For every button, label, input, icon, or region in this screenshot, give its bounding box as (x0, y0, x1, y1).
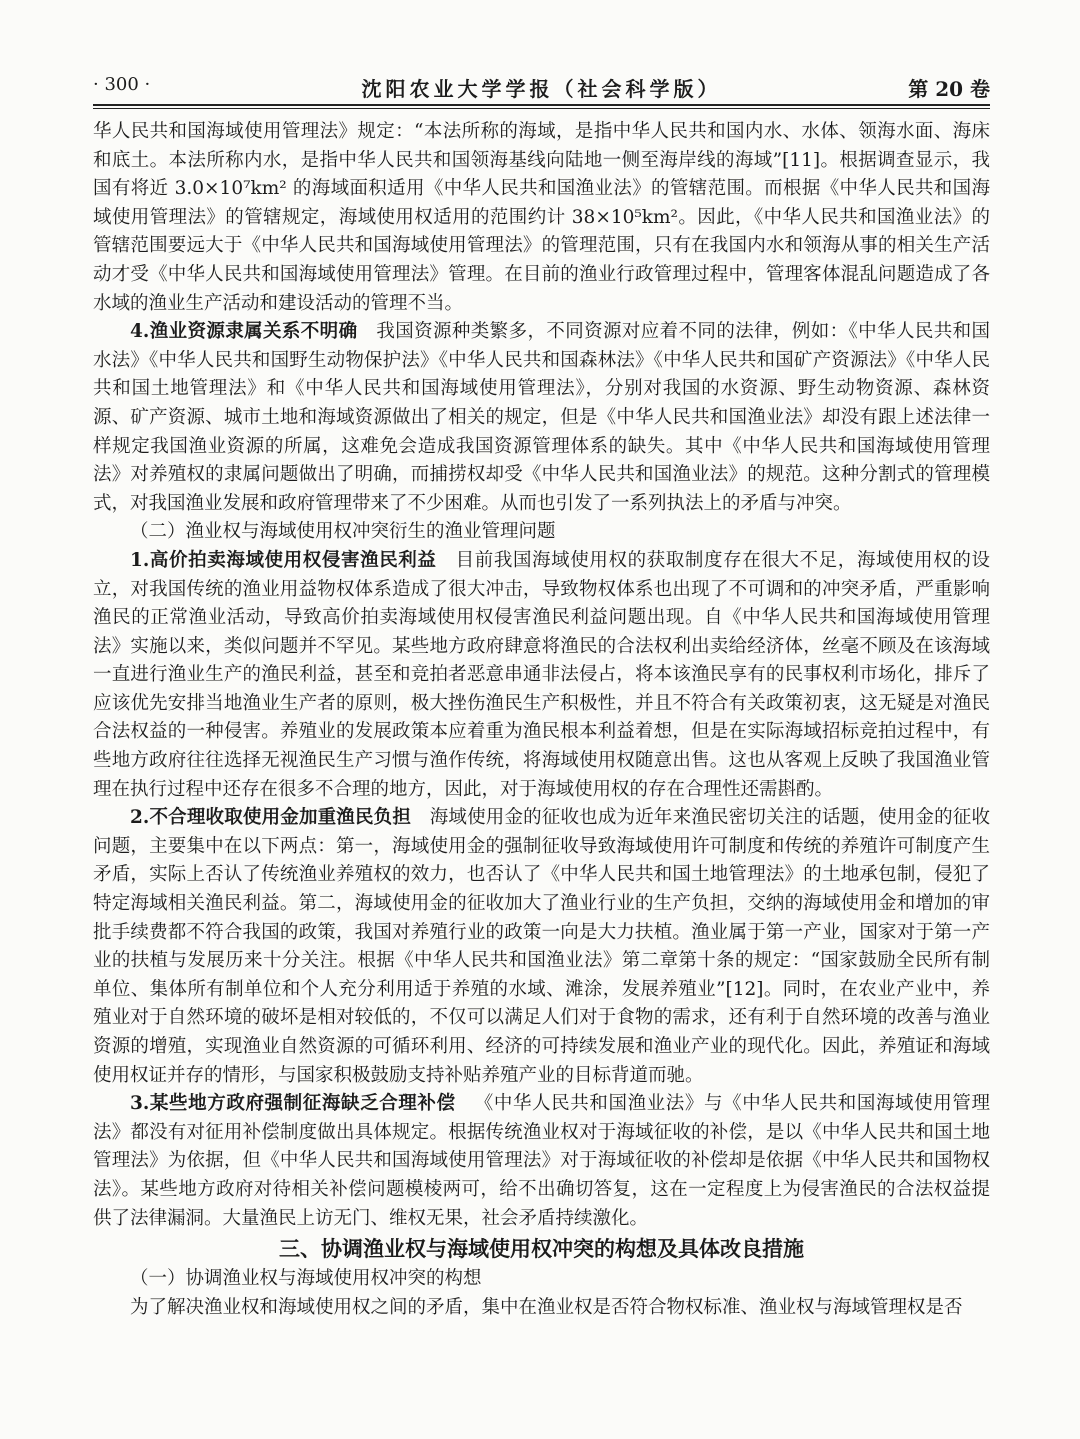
header-rule-thin (93, 108, 990, 109)
journal-title: 沈阳农业大学学报（社会科学版） (361, 77, 722, 101)
paragraph-lead: 3.某些地方政府强制征海缺乏合理补偿 (130, 1093, 456, 1115)
subsection-title: （二）渔业权与海域使用权冲突衍生的渔业管理问题 (130, 521, 556, 543)
paragraph-fees (93, 804, 990, 1090)
paragraph-resource-ownership (93, 318, 990, 518)
volume-label: 第 20 卷 (908, 77, 990, 101)
paragraph-continuation: 华人民共和国海域使用管理法》规定：“本法所称的海域，是指中华人民共和国内水、水体、领海水面、海床和底土。本法所称内水，是指中华人民共和国领海基线向陆地一侧至海岸线的海域”[11]。根据调查显示，我国有将近 3.0×10⁷km² 的海域面积适用《中华人民共和国渔业法》的管辖范围。而根据《中华人民共和国海域使用管理法》的管辖规定，海域使用权适用的范围约计 38×10⁵km²。因此，《中华人民共和国渔业法》的管辖范围要远大于《中华人民共和国海域使用管理法》的管理范围，只有在我国内水和领海从事的相关生产活动才受《中华人民共和国海域使用管理法》管理。在目前的渔业行政管理过程中，管理客体混乱问题造成了各水域的渔业生产活动和建设活动的管理不当。 (93, 121, 990, 314)
page-number: · 300 · (93, 74, 151, 95)
paragraph-lead: 2.不合理收取使用金加重渔民负担 (130, 807, 412, 829)
article-body (93, 118, 990, 1322)
paragraph-lead: 4.渔业资源隶属关系不明确 (130, 321, 358, 343)
paragraph-text: 目前我国海域使用权的获取制度存在很大不足，海域使用权的设立，对我国传统的渔业用益物权体系造成了很大冲击，导致物权体系也出现了不可调和的冲突矛盾，严重影响渔民的正常渔业活动，导致高价拍卖海域使用权侵害渔民利益问题出现。自《中华人民共和国海域使用管理法》实施以来，类似问题并不罕见。某些地方政府肆意将渔民的合法权利出卖给经济体，丝毫不顾及在该海域一直进行渔业生产的渔民利益，甚至和竞拍者恶意串通非法侵占，将本该渔民享有的民事权利市场化，排斥了应该优先安排当地渔业生产者的原则，极大挫伤渔民生产积极性，并且不符合有关政策初衷，这无疑是对渔民合法权益的一种侵害。养殖业的发展政策本应着重为渔民根本利益着想，但是在实际海域招标竞拍过程中，有些地方政府往往选择无视渔民生产习惯与渔作传统，将海域使用权随意出售。这也从客观上反映了我国渔业管理在执行过程中还存在很多不合理的地方，因此，对于海域使用权的存在合理性还需斟酌。 (93, 549, 990, 800)
section-title: 三、协调渔业权与海域使用权冲突的构想及具体改良措施 (279, 1236, 804, 1262)
header-rule-thick (93, 104, 990, 106)
paragraph-text: 海域使用金的征收也成为近年来渔民密切关注的话题，使用金的征收问题，主要集中在以下两点：第一，海域使用金的强制征收导致海域使用许可制度和传统的养殖许可制度产生矛盾，实际上否认了传统渔业养殖权的效力，也否认了《中华人民共和国土地管理法》的土地承包制，侵犯了特定海域相关渔民利益。第二，海域使用金的征收加大了渔业行业的生产负担，交纳的海域使用金和增加的审批手续费都不符合我国的政策，我国对养殖行业的政策一向是大力扶植。渔业属于第一产业，国家对于第一产业的扶植与发展历来十分关注。根据《中华人民共和国渔业法》第二章第十条的规定：“国家鼓励全民所有制单位、集体所有制单位和个人充分利用适于养殖的水域、滩涂，发展养殖业”[12]。同时，在农业产业中，养殖业对于自然环境的破坏是相对较低的，不仅可以满足人们对于食物的需求，还有利于自然环境的改善与渔业资源的增殖，实现渔业自然资源的可循环利用、经济的可持续发展和渔业产业的现代化。因此，养殖证和海域使用权证并存的情形，与国家积极鼓励支持补贴养殖产业的目标背道而驰。 (93, 807, 990, 1086)
subsection-title: （一）协调渔业权与海域使用权冲突的构想 (130, 1268, 482, 1290)
paragraph-auction (93, 547, 990, 804)
running-header (93, 70, 990, 104)
paragraph-compensation (93, 1090, 990, 1233)
paragraph-text: 我国资源种类繁多，不同资源对应着不同的法律，例如：《中华人民共和国水法》《中华人民共和国野生动物保护法》《中华人民共和国森林法》《中华人民共和国矿产资源法》《中华人民共和国土地管理法》和《中华人民共和国海域使用管理法》，分别对我国的水资源、野生动物资源、森林资源、矿产资源、城市土地和海域资源做出了相关的规定，但是《中华人民共和国渔业法》却没有跟上述法律一样规定我国渔业资源的所属，这难免会造成我国资源管理体系的缺失。其中《中华人民共和国海域使用管理法》对养殖权的隶属问题做出了明确，而捕捞权却受《中华人民共和国渔业法》的规范。这种分割式的管理模式，对我国渔业发展和政府管理带来了不少困难。从而也引发了一系列执法上的矛盾与冲突。 (93, 321, 990, 514)
paragraph-text: 《中华人民共和国渔业法》与《中华人民共和国海域使用管理法》都没有对征用补偿制度做出具体规定。根据传统渔业权对于海域征收的补偿，是以《中华人民共和国土地管理法》为依据，但《中华人民共和国海域使用管理法》对于海域征收的补偿却是依据《中华人民共和国物权法》。某些地方政府对待相关补偿问题模棱两可，给不出确切答复，这在一定程度上为侵害渔民的合法权益提供了法律漏洞。大量渔民上访无门、维权无果，社会矛盾持续激化。 (93, 1093, 990, 1229)
paragraph-lead: 1.高价拍卖海域使用权侵害渔民利益 (130, 549, 437, 571)
paragraph-conception: 为了解决渔业权和海域使用权之间的矛盾，集中在渔业权是否符合物权标准、渔业权与海域管理权是否 (130, 1296, 963, 1318)
